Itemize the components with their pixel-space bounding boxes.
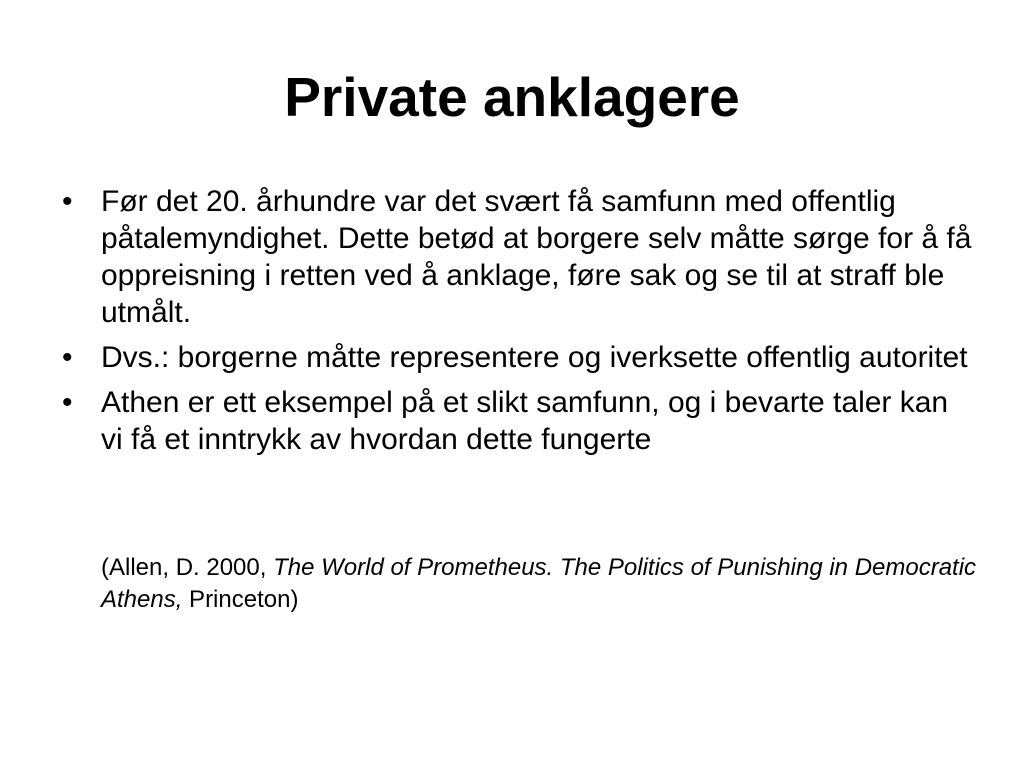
citation [101,552,981,616]
bullet-list [62,183,972,466]
bullet-marker: • [62,185,73,218]
bullet-marker: • [62,386,73,419]
bullet-item [62,384,972,458]
slide-title: Private anklagere [284,66,740,128]
bullet-marker: • [62,341,73,374]
citation-title: The World of Prometheus. The Politics of Punishing in Democratic Athens, [101,554,977,613]
bullet-text: Før det 20. århundre var det svært få samfunn med offentlig påtalemyndighet. Dette betød at borgere selv måtte sørge for å få oppreisning i retten ved å anklage, føre sak og se til at straff ble utmålt. [101,185,972,329]
citation-suffix: Princeton) [182,586,299,613]
bullet-text: Athen er ett eksempel på et slikt samfunn, og i bevarte taler kan vi få et inntrykk av hvordan dette fungerte [101,386,949,456]
citation-prefix: (Allen, D. 2000, [101,554,274,581]
bullet-text: Dvs.: borgerne måtte representere og iverksette offentlig autoritet [101,341,968,374]
bullet-item [62,183,972,331]
bullet-item [62,339,972,376]
